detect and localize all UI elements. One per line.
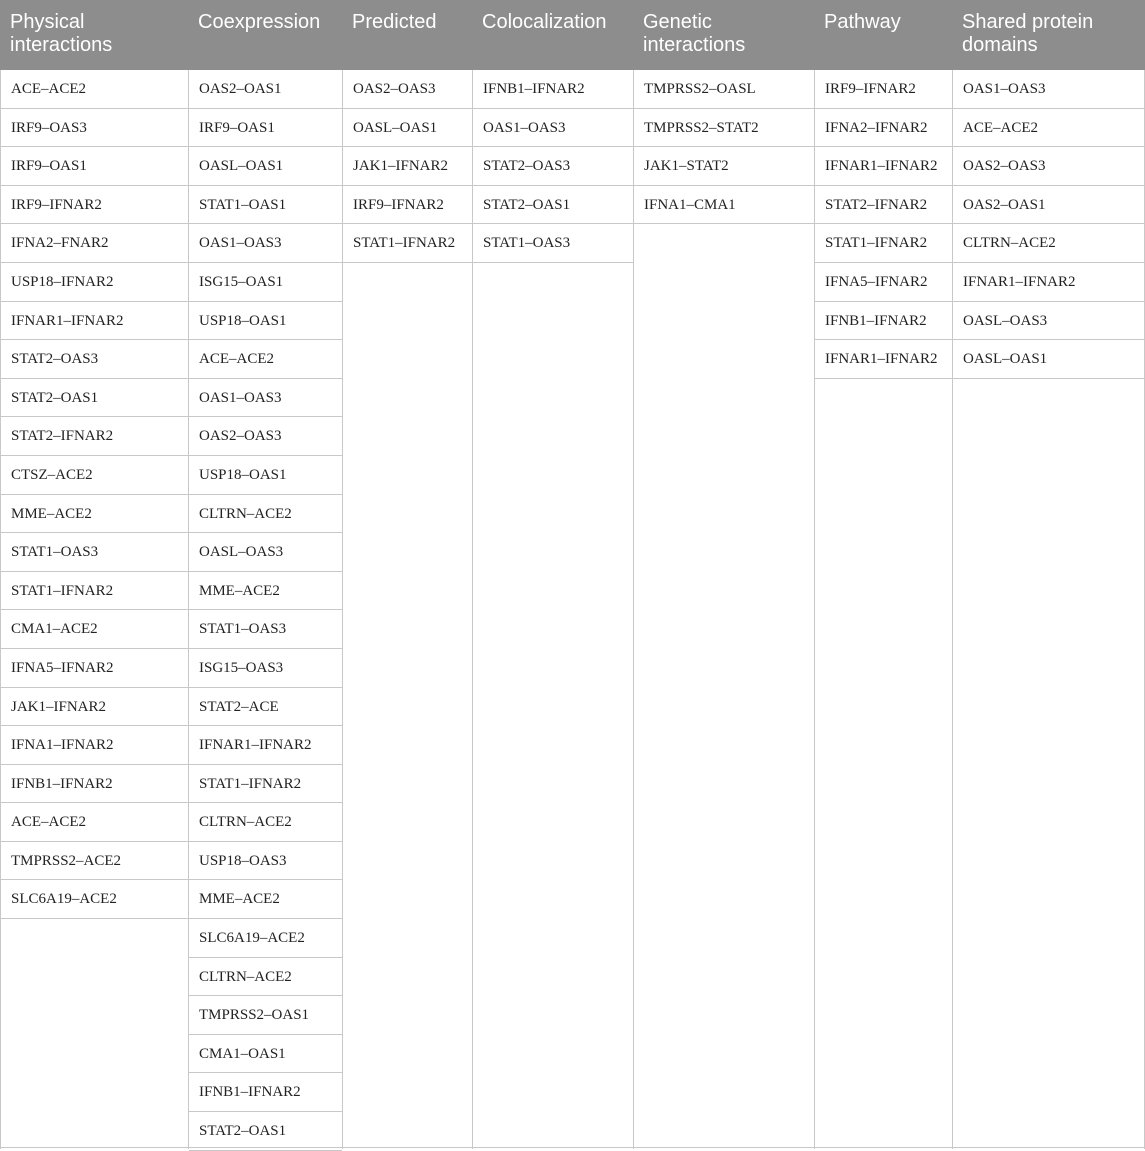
table-cell: CMA1–OAS1 (189, 1035, 342, 1074)
table-cell: JAK1–STAT2 (634, 147, 814, 186)
table-cell: IFNB1–IFNAR2 (473, 70, 633, 109)
table-cell: IFNAR1–IFNAR2 (815, 147, 952, 186)
table-cell: IFNA2–IFNAR2 (815, 109, 952, 148)
table-cell: MME–ACE2 (1, 495, 188, 534)
header-shared-protein-domains: Shared protein domains (962, 11, 1094, 56)
table-cell: IFNB1–IFNAR2 (189, 1073, 342, 1112)
table-cell: USP18–OAS1 (189, 302, 342, 341)
table-cell: TMPRSS2–OASL (634, 70, 814, 109)
column-coexpression (188, 70, 342, 1149)
table-cell: OAS2–OAS3 (953, 147, 1144, 186)
table-cell: STAT1–IFNAR2 (343, 224, 472, 263)
table-cell: STAT1–IFNAR2 (815, 224, 952, 263)
table-cell: OAS2–OAS1 (953, 186, 1144, 225)
table-cell: IFNAR1–IFNAR2 (953, 263, 1144, 302)
table-cell: STAT2–IFNAR2 (1, 417, 188, 456)
table-cell: IFNA1–CMA1 (634, 186, 814, 225)
table-cell: IRF9–OAS1 (1, 147, 188, 186)
table-cell: ACE–ACE2 (189, 340, 342, 379)
column-colocalization (472, 70, 633, 1149)
table-cell: ISG15–OAS1 (189, 263, 342, 302)
table-cell: TMPRSS2–ACE2 (1, 842, 188, 881)
table-cell: OASL–OAS1 (343, 109, 472, 148)
table-cell: IRF9–IFNAR2 (815, 70, 952, 109)
table-cell: STAT1–IFNAR2 (189, 765, 342, 804)
table-cell: IFNA1–IFNAR2 (1, 726, 188, 765)
table-cell: ACE–ACE2 (1, 803, 188, 842)
header-genetic-interactions: Genetic interactions (643, 11, 746, 56)
table-cell: IRF9–OAS1 (189, 109, 342, 148)
table-cell: OAS2–OAS1 (189, 70, 342, 109)
table-cell: IFNAR1–IFNAR2 (1, 302, 188, 341)
table-cell: IFNA2–FNAR2 (1, 224, 188, 263)
table-header (0, 0, 1145, 70)
table-cell: STAT1–OAS3 (473, 224, 633, 263)
table-cell: MME–ACE2 (189, 880, 342, 919)
table-cell: OAS1–OAS3 (473, 109, 633, 148)
table-cell: SLC6A19–ACE2 (189, 919, 342, 958)
table-cell: SLC6A19–ACE2 (1, 880, 188, 919)
table-cell: STAT2–OAS1 (473, 186, 633, 225)
table-cell: TMPRSS2–STAT2 (634, 109, 814, 148)
table-cell: USP18–OAS1 (189, 456, 342, 495)
table-cell: ACE–ACE2 (1, 70, 188, 109)
column-pathway (814, 70, 952, 1149)
table-cell: IFNA5–IFNAR2 (815, 263, 952, 302)
table-cell: OAS2–OAS3 (343, 70, 472, 109)
table-cell: JAK1–IFNAR2 (343, 147, 472, 186)
table-cell: IRF9–IFNAR2 (343, 186, 472, 225)
table-cell: IRF9–OAS3 (1, 109, 188, 148)
table-cell: STAT2–ACE (189, 688, 342, 727)
column-genetic-interactions (633, 70, 814, 1149)
table-cell: CLTRN–ACE2 (189, 495, 342, 534)
table-cell: OAS1–OAS3 (189, 379, 342, 418)
table-cell: OASL–OAS3 (189, 533, 342, 572)
header-coexpression: Coexpression (198, 11, 321, 33)
column-physical-interactions (0, 70, 188, 1149)
table-cell: STAT2–OAS1 (1, 379, 188, 418)
table-cell: CMA1–ACE2 (1, 610, 188, 649)
column-shared-protein-domains (952, 70, 1145, 1149)
header-pathway: Pathway (824, 11, 901, 33)
table-cell: CLTRN–ACE2 (189, 803, 342, 842)
table-cell: OASL–OAS1 (189, 147, 342, 186)
table-cell: IFNB1–IFNAR2 (815, 302, 952, 341)
table-cell: STAT2–OAS3 (473, 147, 633, 186)
table-cell: ACE–ACE2 (953, 109, 1144, 148)
table-bottom-rule (0, 1147, 1145, 1148)
table-cell: TMPRSS2–OAS1 (189, 996, 342, 1035)
table-cell: USP18–IFNAR2 (1, 263, 188, 302)
header-physical-interactions: Physical interactions (10, 11, 113, 56)
table-cell: USP18–OAS3 (189, 842, 342, 881)
table-cell: STAT1–OAS3 (1, 533, 188, 572)
table-cell: CTSZ–ACE2 (1, 456, 188, 495)
table-cell: OAS2–OAS3 (189, 417, 342, 456)
table-cell: STAT1–OAS3 (189, 610, 342, 649)
table-cell: IRF9–IFNAR2 (1, 186, 188, 225)
table-cell: CLTRN–ACE2 (953, 224, 1144, 263)
table-cell: IFNAR1–IFNAR2 (815, 340, 952, 379)
header-predicted: Predicted (352, 11, 437, 33)
table-cell: OAS1–OAS3 (953, 70, 1144, 109)
table-cell: ISG15–OAS3 (189, 649, 342, 688)
table-cell: MME–ACE2 (189, 572, 342, 611)
table-cell: STAT1–IFNAR2 (1, 572, 188, 611)
table-cell: OASL–OAS1 (953, 340, 1144, 379)
header-colocalization: Colocalization (482, 11, 607, 33)
table-cell: JAK1–IFNAR2 (1, 688, 188, 727)
table-cell: IFNB1–IFNAR2 (1, 765, 188, 804)
table-cell: STAT2–OAS3 (1, 340, 188, 379)
table-cell: IFNAR1–IFNAR2 (189, 726, 342, 765)
table-cell: STAT2–OAS1 (189, 1112, 342, 1151)
table-cell: STAT1–OAS1 (189, 186, 342, 225)
column-predicted (342, 70, 472, 1149)
table-cell: CLTRN–ACE2 (189, 958, 342, 997)
table-cell: OASL–OAS3 (953, 302, 1144, 341)
table-cell: IFNA5–IFNAR2 (1, 649, 188, 688)
table-cell: STAT2–IFNAR2 (815, 186, 952, 225)
table-cell: OAS1–OAS3 (189, 224, 342, 263)
